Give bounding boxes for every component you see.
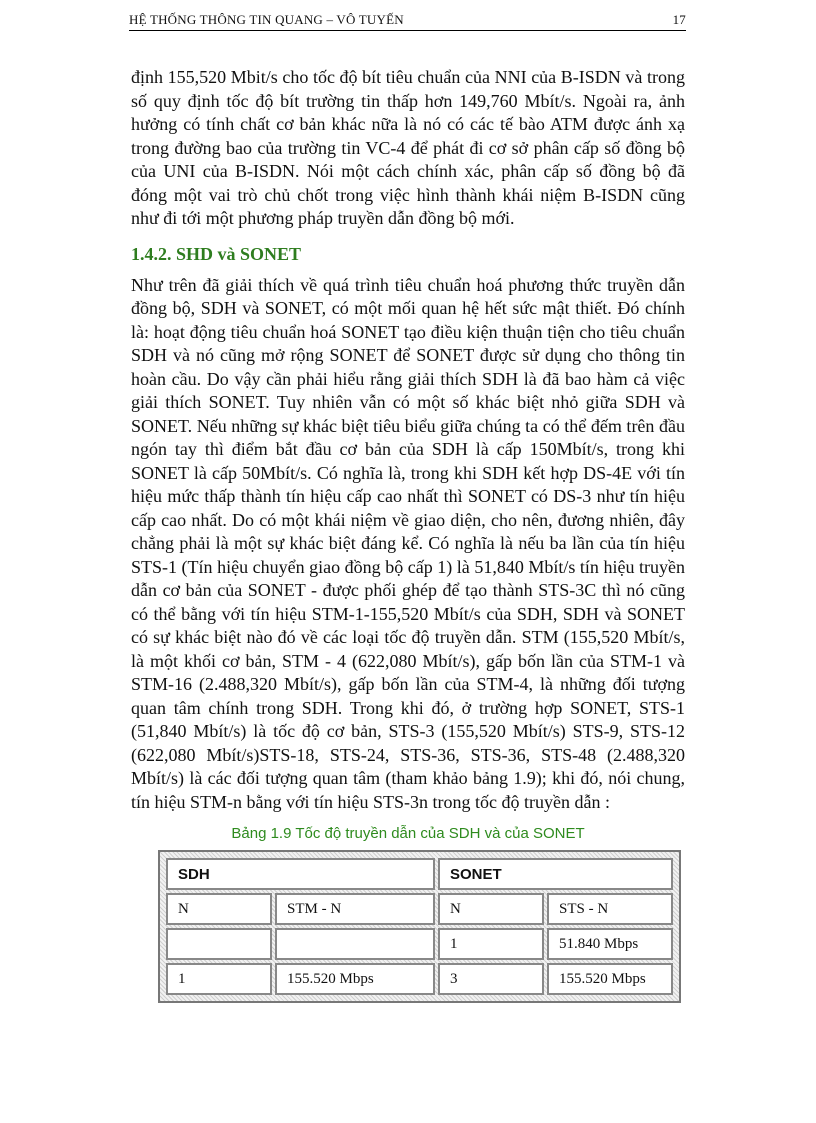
rate-table (163, 855, 676, 998)
sonet-header: SONET (438, 858, 673, 890)
table-row (166, 928, 673, 960)
table-cell: 155.520 Mbps (275, 963, 435, 995)
table-cell: N (438, 893, 544, 925)
table-cell: 1 (438, 928, 544, 960)
table-caption: Bảng 1.9 Tốc độ truyền dẫn của SDH và của SONET (231, 825, 585, 842)
page-content (131, 66, 685, 1003)
table-cell: 1 (166, 963, 272, 995)
table-row (166, 963, 673, 995)
table-cell (166, 928, 272, 960)
table-cell: 155.520 Mbps (547, 963, 673, 995)
table-row (166, 893, 673, 925)
rate-table-frame (158, 850, 681, 1003)
table-cell (275, 928, 435, 960)
body-paragraph: Như trên đã giải thích về quá trình tiêu chuẩn hoá phương thức truyền dẫn đồng bộ, SDH và SONET, có một mối quan hệ hết sức mật thiết. Đó chính là: hoạt động tiêu chuẩn hoá SONET tạo điều kiện thuận tiện cho tiêu chuẩn SDH và nó cũng mở rộng SONET để SONET được sử dụng cho thông tin hoàn cầu. Do vậy cần phải hiểu rằng giải thích SDH là đã bao hàm cả việc giải thích SONET. Tuy nhiên vẫn có một số khác biệt nhỏ giữa SDH và SONET. Nếu những sự khác biệt tiêu biểu giữa chúng ta có thể đếm trên đầu ngón tay thì điểm bắt đầu cơ bản của SDH là cấp 150Mbít/s, trong khi SONET là cấp 50Mbít/s. Có nghĩa là, trong khi SDH kết hợp DS-4E với tín hiệu mức thấp thành tín hiệu cấp cao nhất thì SONET có DS-3 như tín hiệu cấp cao nhất. Do có một khái niệm về giao diện, cho nên, đương nhiên, đây chẳng phải là một sự khác biệt đáng kể. Có nghĩa là nếu ba lần của tín hiệu STS-1 (Tín hiệu chuyển giao đồng bộ cấp 1) là 51,840 Mbít/s tín hiệu truyền dẫn cơ bản của SONET - được phối ghép để tạo thành STS-3C thì nó cũng có thể bằng với tín hiệu STM-1-155,520 Mbít/s của SDH, SDH và SONET có sự khác biệt nào đó về các loại tốc độ truyền dẫn. STM (155,520 Mbít/s, là một khối cơ bản, STM - 4 (622,080 Mbít/s), gấp bốn lần của STM-1 và STM-16 (2.488,320 Mbít/s), gấp bốn lần của STM-4, là những đối tượng quan tâm chính trong SDH. Trong khi đó, ở trường hợp SONET, STS-1 (51,840 Mbít/s) là tốc độ cơ bản, STS-3 (155,520 Mbít/s) STS-9, STS-12 (622,080 Mbít/s)STS-18, STS-24, STS-36, STS-36, STS-48 (2.488,320 Mbít/s) là các đối tượng quan tâm (tham khảo bảng 1.9); khi đó, nói chung, tín hiệu STM-n bằng với tín hiệu STS-3n trong tốc độ truyền dẫn : (131, 274, 685, 812)
sdh-header: SDH (166, 858, 435, 890)
table-cell: 3 (438, 963, 544, 995)
table-cell: N (166, 893, 272, 925)
running-header (129, 12, 686, 31)
table-header-row (166, 858, 673, 890)
page-number: 17 (672, 12, 686, 27)
table-cell: STS - N (547, 893, 673, 925)
header-title: HỆ THỐNG THÔNG TIN QUANG – VÔ TUYẾN (129, 12, 404, 27)
table-cell: 51.840 Mbps (547, 928, 673, 960)
intro-paragraph: định 155,520 Mbit/s cho tốc độ bít tiêu chuẩn của NNI của B-ISDN và trong số quy định tốc độ bít trường tin thấp hơn 149,760 Mbít/s. Ngoài ra, ảnh hưởng có tính chất cơ bản khác nữa là nó có các tế bào ATM được ánh xạ trong đường bao của trường tin VC-4 để phát đi cơ sở phân cấp số đồng bộ của UNI của B-ISDN. Nói một cách chính xác, phân cấp số đồng bộ đã đóng một vai trò chủ chốt trong việc hình thành khái niệm B-ISDN cũng như đi tới một phương pháp truyền dẫn đồng bộ mới. (131, 67, 685, 228)
section-title: 1.4.2. SHD và SONET (131, 243, 302, 264)
table-cell: STM - N (275, 893, 435, 925)
